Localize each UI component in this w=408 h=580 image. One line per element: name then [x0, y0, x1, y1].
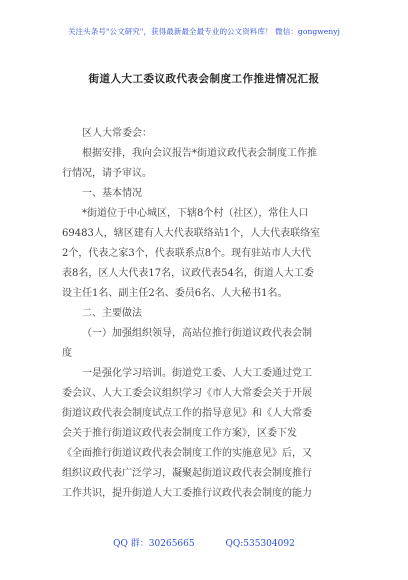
body-line: 表8名，区人大代表17名，议政代表54名，街道人大工委 [62, 268, 314, 279]
body-line: 区人大常委会： [82, 128, 152, 139]
body-line: 行情况，请予审议。 [62, 168, 152, 179]
body-line: 69483人，辖区建有人大代表联络站1个，人大代表联络室 [62, 228, 321, 239]
body-line: 根据安排，我向会议报告*街道议政代表会制度工作推 [82, 148, 317, 159]
document-title: 街道人大工委议政代表会制度工作推进情况汇报 [88, 73, 320, 85]
body-line: 《全面推行街道议政代表会制度工作的实施意见》后，又 [62, 448, 312, 459]
body-line: 设主任1名、副主任2名、委员6名、人大秘书1名。 [62, 288, 288, 299]
document-body [62, 124, 352, 504]
body-line: 组织议政代表广泛学习，凝聚起街道议政代表会制度推行 [62, 468, 312, 479]
body-line: 委会议、人大工委会议组织学习《市人大常委会关于开展 [62, 388, 312, 399]
header-note: 关注头条号"公文研究"，获得最新最全最专业的公文资料库！ 微信：gongwenyj [67, 27, 341, 36]
body-line: 街道议政代表会制度试点工作的指导意见》和《人大常委 [62, 408, 312, 419]
body-line: *街道位于中心城区，下辖8个村（社区），常住人口 [82, 208, 309, 219]
footer-qq-group: QQ 群：30265665 [113, 539, 195, 549]
footer-qq: QQ:535304092 [225, 539, 295, 549]
body-line: 2个，代表之家3个，代表联系点8个。现有驻站市人大代 [62, 248, 312, 259]
body-line: 工作共识，提升街道人大工委推行议政代表会制度的能力 [62, 488, 312, 499]
body-line: 一、基本情况 [82, 188, 142, 199]
body-line: 会关于推行街道议政代表会制度工作方案》，区委下发 [62, 428, 297, 439]
body-line: 度 [62, 348, 72, 359]
body-line: 二、主要做法 [82, 308, 142, 319]
body-line: 一是强化学习培训。街道党工委、人大工委通过党工 [82, 368, 312, 379]
body-line: （一）加强组织领导，高站位推行街道议政代表会制 [82, 328, 312, 339]
footer [0, 536, 408, 549]
